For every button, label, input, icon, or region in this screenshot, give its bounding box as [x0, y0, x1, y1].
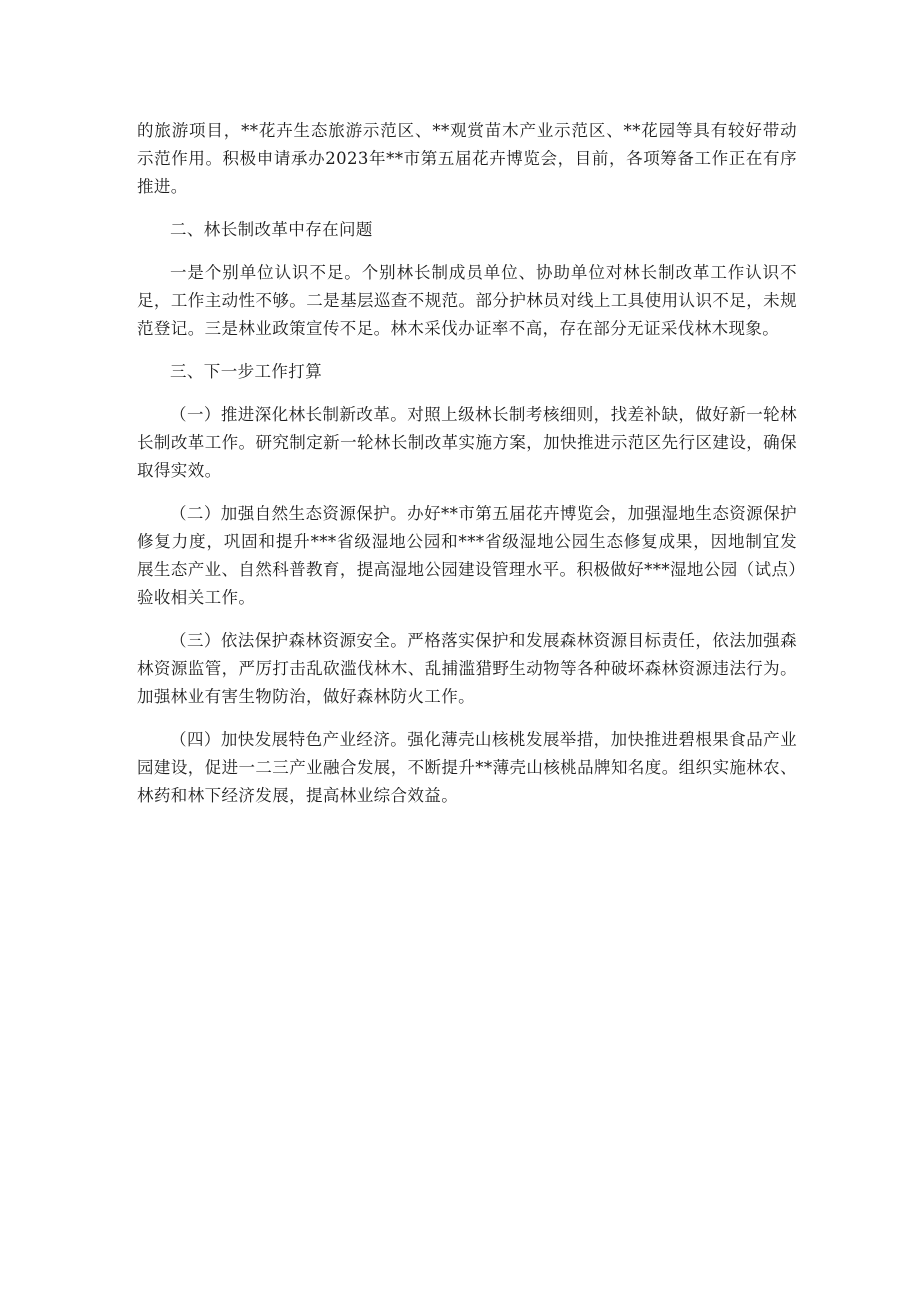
paragraph-continued-intro: 的旅游项目，**花卉生态旅游示范区、**观赏苗木产业示范区、**花园等具有较好带动示范作用。积极申请承办2023年**市第五届花卉博览会，目前，各项筹备工作正在有序推进。: [137, 121, 797, 196]
paragraph-problems: 一是个别单位认识不足。个别林长制成员单位、协助单位对林长制改革工作认识不足，工作主动性不够。二是基层巡查不规范。部分护林员对线上工具使用认识不足，未规范登记。三是林业政策宣传不足。林木采伐办证率不高，存在部分无证采伐林木现象。: [137, 263, 797, 338]
paragraph-step-3: （三）依法保护森林资源安全。严格落实保护和发展森林资源目标责任，依法加强森林资源监管，严厉打击乱砍滥伐林木、乱捕滥猎野生动物等各种破坏森林资源违法行为。加强林业有害生物防治，做好森林防火工作。: [137, 631, 797, 706]
paragraph-step-4: （四）加快发展特色产业经济。强化薄壳山核桃发展举措，加快推进碧根果食品产业园建设，促进一二三产业融合发展，不断提升**薄壳山核桃品牌知名度。组织实施林农、林药和林下经济发展，提高林业综合效益。: [137, 730, 797, 805]
paragraph-step-2: （二）加强自然生态资源保护。办好**市第五届花卉博览会，加强湿地生态资源保护修复力度，巩固和提升***省级湿地公园和***省级湿地公园生态修复成果，因地制宜发展生态产业、自然科普教育，提高湿地公园建设管理水平。积极做好***湿地公园（试点）验收相关工作。: [137, 504, 797, 607]
section-heading-next-steps: 三、下一步工作打算: [170, 362, 323, 381]
paragraph-step-1: （一）推进深化林长制新改革。对照上级林长制考核细则，找差补缺，做好新一轮林长制改革工作。研究制定新一轮林长制改革实施方案，加快推进示范区先行区建设，确保取得实效。: [137, 405, 797, 480]
section-heading-problems: 二、林长制改革中存在问题: [170, 220, 373, 239]
document-body: [137, 117, 797, 825]
